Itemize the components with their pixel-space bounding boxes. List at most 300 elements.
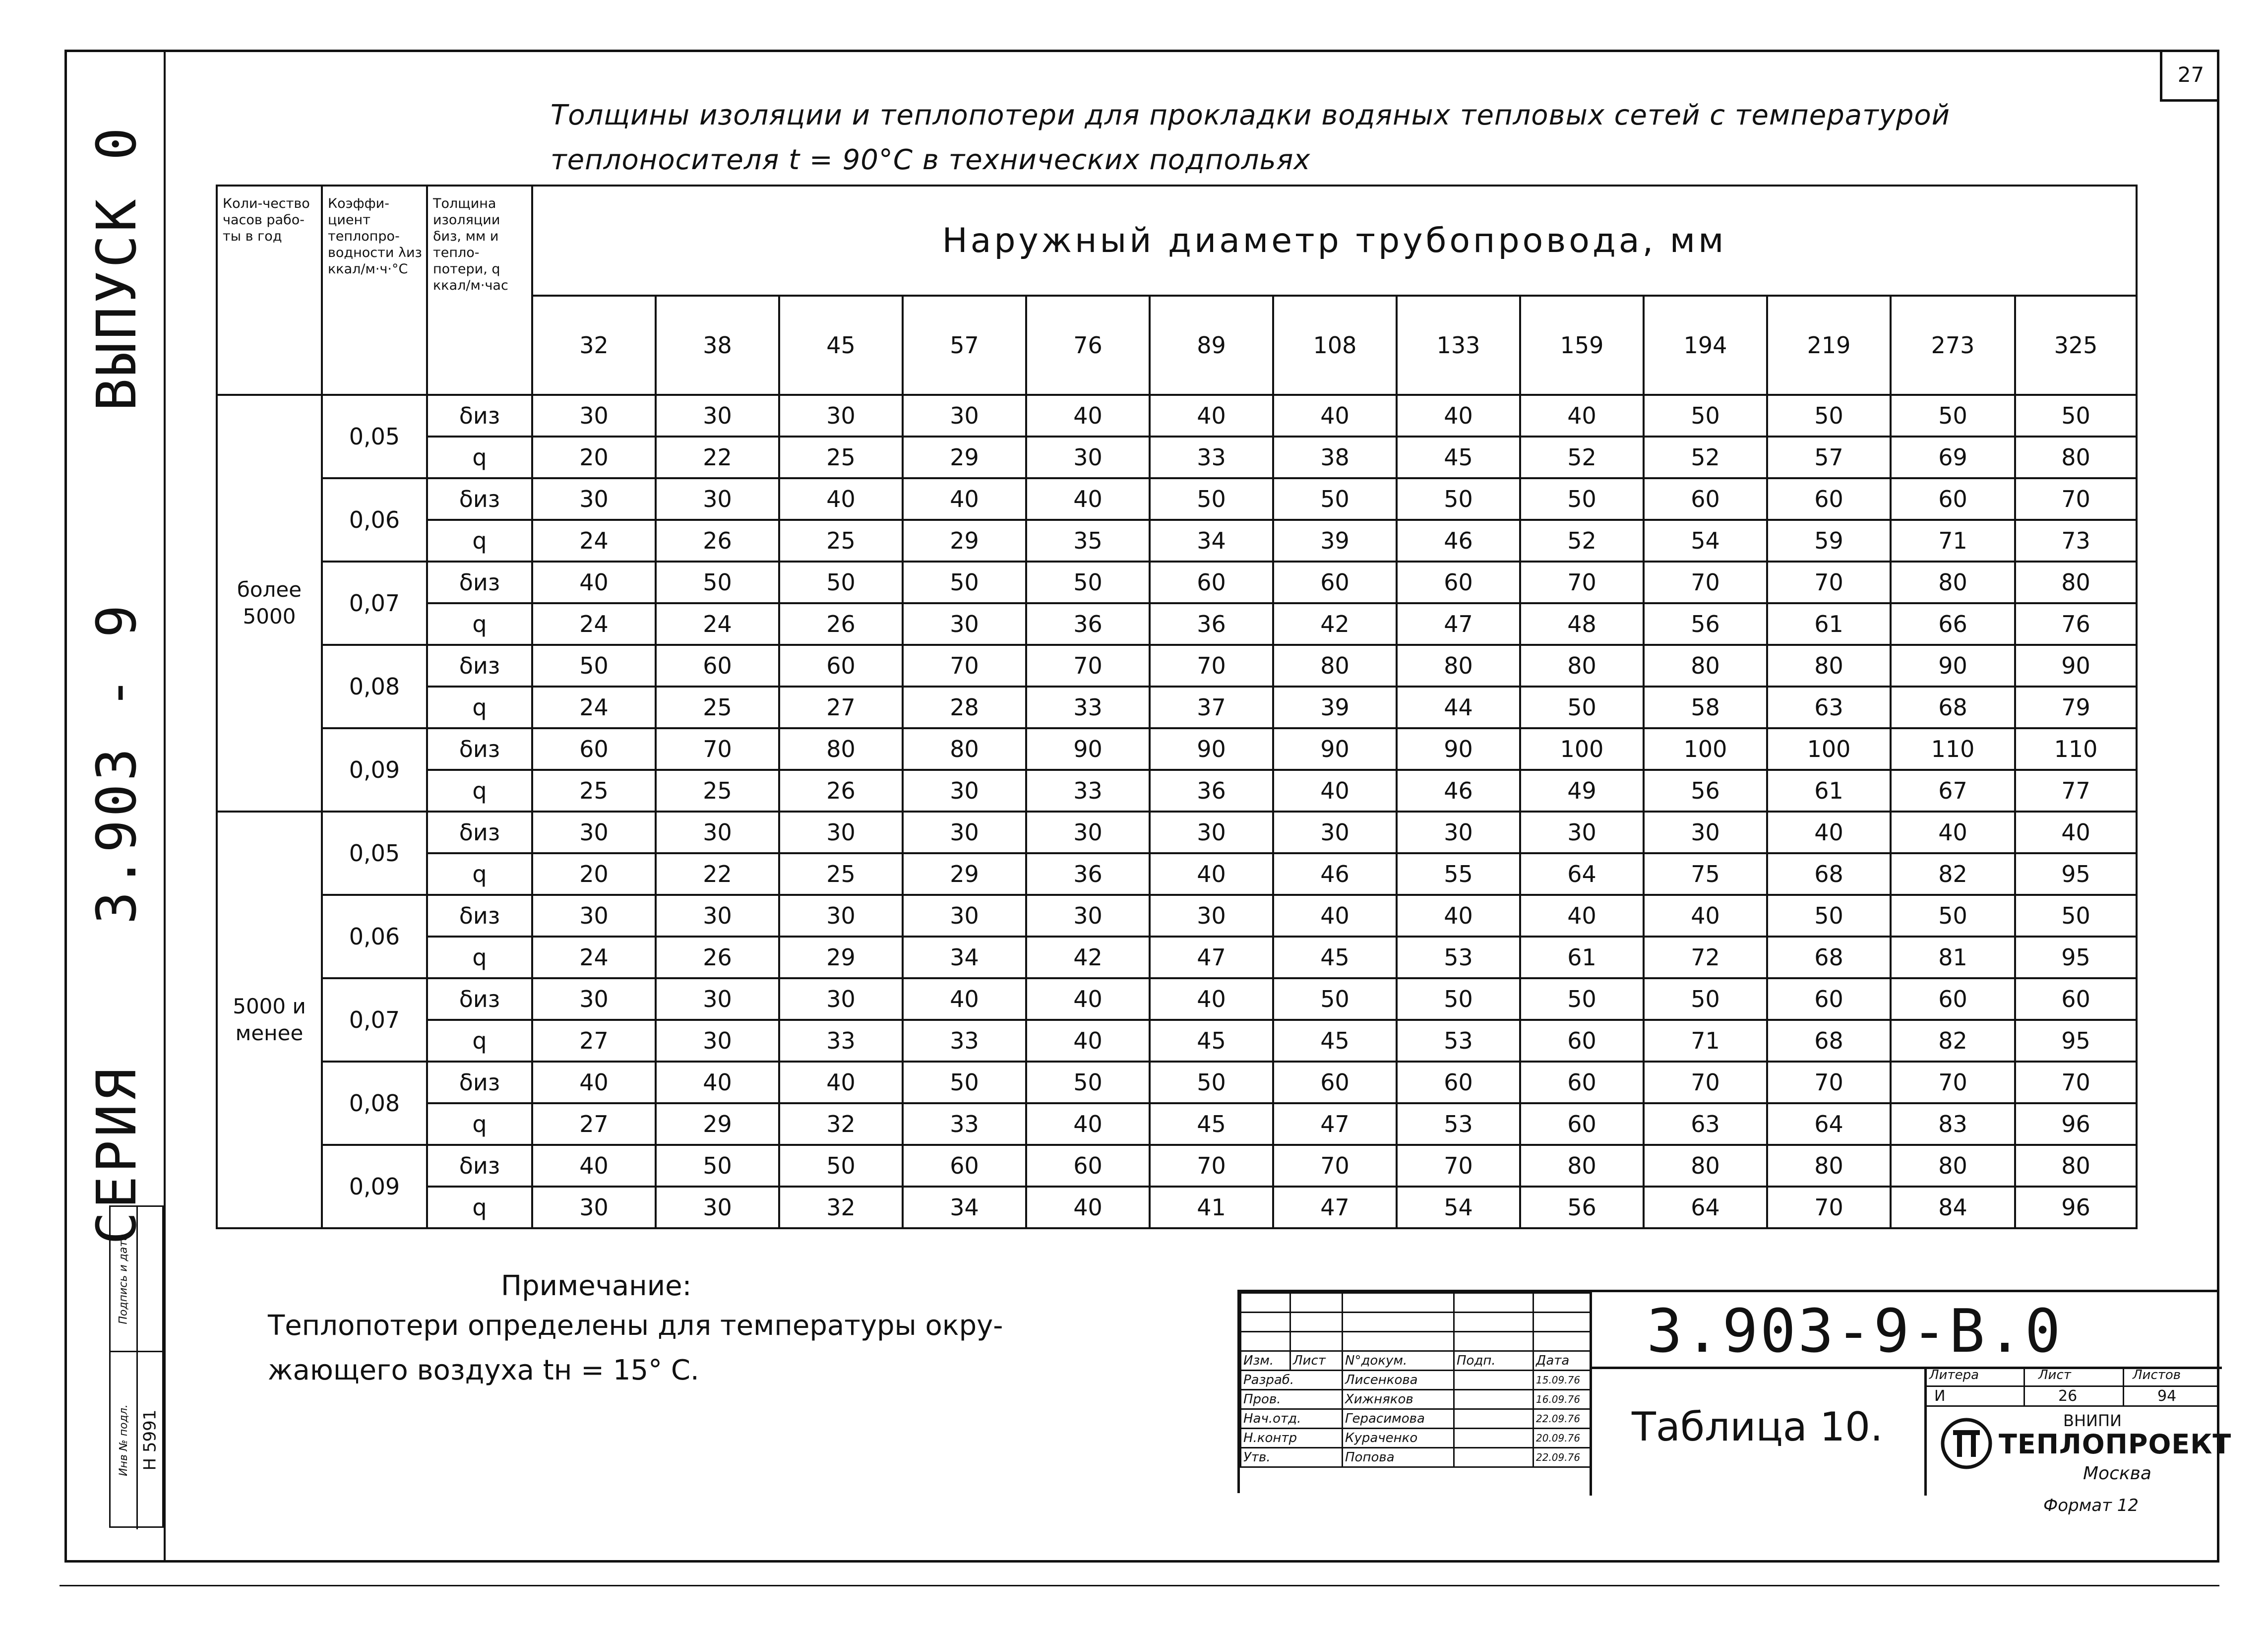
stamp-signature <box>1454 1409 1533 1429</box>
table-row <box>217 437 2137 478</box>
heat-loss-cell: 96 <box>2015 1187 2137 1228</box>
table-row <box>217 853 2137 895</box>
table-row <box>217 1187 2137 1228</box>
conductivity-value: 0,05 <box>322 812 427 895</box>
heat-loss-cell: 73 <box>2015 520 2137 562</box>
thickness-cell: 40 <box>532 562 656 603</box>
thickness-cell: 50 <box>1644 395 1767 437</box>
org-small: ВНИПИ <box>2063 1411 2122 1430</box>
heat-loss-cell: 44 <box>1397 687 1520 728</box>
thickness-cell: 60 <box>1273 1062 1397 1103</box>
heat-loss-cell: 40 <box>1026 1020 1150 1062</box>
title-line2: теплоносителя t = 90°С в технических подпольях <box>551 144 1311 176</box>
side-code: 3.903 - 9 <box>85 602 149 925</box>
title-line1: Толщины изоляции и теплопотери для прокладки водяных тепловых сетей с температурой <box>551 99 1951 131</box>
table-row <box>217 687 2137 728</box>
thickness-cell: 50 <box>2015 395 2137 437</box>
heat-loss-cell: 22 <box>656 853 779 895</box>
diameter-header: 38 <box>656 296 779 395</box>
diameter-header: 219 <box>1767 296 1891 395</box>
heat-loss-cell: 26 <box>779 603 903 645</box>
heat-loss-cell: 45 <box>1150 1020 1273 1062</box>
heat-loss-cell: 61 <box>1767 603 1891 645</box>
heat-loss-cell: 32 <box>779 1187 903 1228</box>
heat-loss-cell: 30 <box>656 1020 779 1062</box>
table-row <box>217 937 2137 978</box>
thickness-cell: 30 <box>779 895 903 937</box>
thickness-cell: 40 <box>532 1062 656 1103</box>
thickness-cell: 80 <box>903 728 1026 770</box>
stamp-role: Нач.отд. <box>1241 1409 1343 1429</box>
thickness-cell: 50 <box>1273 478 1397 520</box>
inv-number: Н 5991 <box>140 1409 160 1471</box>
thickness-cell: 60 <box>1026 1145 1150 1187</box>
heat-loss-cell: 60 <box>1520 1103 1644 1145</box>
heat-loss-cell: 46 <box>1397 520 1520 562</box>
diameter-header: 159 <box>1520 296 1644 395</box>
thickness-cell: 40 <box>903 978 1026 1020</box>
heat-loss-symbol: q <box>427 603 532 645</box>
heat-loss-cell: 75 <box>1644 853 1767 895</box>
heat-loss-cell: 48 <box>1520 603 1644 645</box>
stamp-name: Кураченко <box>1343 1429 1454 1448</box>
thickness-cell: 30 <box>1026 812 1150 853</box>
thickness-cell: 80 <box>2015 1145 2137 1187</box>
stamp-role: Разраб. <box>1241 1371 1343 1390</box>
heat-loss-cell: 28 <box>903 687 1026 728</box>
thickness-cell: 50 <box>903 562 1026 603</box>
thickness-cell: 50 <box>1891 395 2015 437</box>
thickness-cell: 40 <box>779 478 903 520</box>
heat-loss-cell: 47 <box>1150 937 1273 978</box>
heat-loss-symbol: q <box>427 520 532 562</box>
heat-loss-cell: 40 <box>1026 1187 1150 1228</box>
thickness-cell: 30 <box>532 395 656 437</box>
thickness-cell: 90 <box>2015 645 2137 687</box>
thickness-cell: 60 <box>1520 1062 1644 1103</box>
header-hours: Коли-чество часов рабо-ты в год <box>217 186 322 395</box>
heat-loss-cell: 63 <box>1767 687 1891 728</box>
heat-loss-cell: 61 <box>1520 937 1644 978</box>
stamp-empty-cell <box>1343 1332 1454 1351</box>
diameter-header: 325 <box>2015 296 2137 395</box>
heat-loss-cell: 82 <box>1891 853 2015 895</box>
heat-loss-cell: 77 <box>2015 770 2137 812</box>
thickness-cell: 60 <box>1644 478 1767 520</box>
thickness-cell: 40 <box>1520 395 1644 437</box>
heat-loss-cell: 53 <box>1397 1020 1520 1062</box>
thickness-cell: 50 <box>1891 895 2015 937</box>
stamp-name: Хижняков <box>1343 1390 1454 1409</box>
thickness-cell: 50 <box>903 1062 1026 1103</box>
conductivity-value: 0,09 <box>322 728 427 812</box>
heat-loss-cell: 68 <box>1767 1020 1891 1062</box>
table-row <box>217 1020 2137 1062</box>
stamp-empty-cell <box>1533 1332 1591 1351</box>
heat-loss-cell: 56 <box>1520 1187 1644 1228</box>
thickness-cell: 40 <box>779 1062 903 1103</box>
diameter-header: 45 <box>779 296 903 395</box>
heat-loss-cell: 33 <box>779 1020 903 1062</box>
inventory-box <box>109 1205 164 1528</box>
thickness-symbol: δиз <box>427 728 532 770</box>
thickness-cell: 30 <box>903 395 1026 437</box>
heat-loss-cell: 67 <box>1891 770 2015 812</box>
heat-loss-cell: 53 <box>1397 937 1520 978</box>
table-row <box>217 645 2137 687</box>
heat-loss-cell: 68 <box>1767 853 1891 895</box>
conductivity-value: 0,05 <box>322 395 427 478</box>
heat-loss-cell: 33 <box>903 1103 1026 1145</box>
stamp-role: Пров. <box>1241 1390 1343 1409</box>
heat-loss-cell: 36 <box>1150 603 1273 645</box>
thickness-cell: 60 <box>1150 562 1273 603</box>
thickness-cell: 80 <box>1644 645 1767 687</box>
heat-loss-cell: 24 <box>532 687 656 728</box>
heat-loss-cell: 24 <box>656 603 779 645</box>
organization-logo-icon <box>1939 1416 1994 1471</box>
conductivity-value: 0,06 <box>322 895 427 978</box>
thickness-cell: 70 <box>1644 1062 1767 1103</box>
stamp-col-list: Лист <box>1290 1351 1343 1371</box>
page-number: 27 <box>2177 62 2205 87</box>
thickness-cell: 30 <box>656 478 779 520</box>
heat-loss-cell: 64 <box>1644 1187 1767 1228</box>
heat-loss-symbol: q <box>427 853 532 895</box>
diameter-header: 57 <box>903 296 1026 395</box>
heat-loss-cell: 69 <box>1891 437 2015 478</box>
thickness-cell: 50 <box>779 1145 903 1187</box>
heat-loss-symbol: q <box>427 437 532 478</box>
heat-loss-cell: 83 <box>1891 1103 2015 1145</box>
thickness-cell: 60 <box>1397 1062 1520 1103</box>
conductivity-value: 0,08 <box>322 645 427 728</box>
thickness-cell: 40 <box>1891 812 2015 853</box>
heat-loss-cell: 22 <box>656 437 779 478</box>
conductivity-value: 0,06 <box>322 478 427 562</box>
heat-loss-cell: 33 <box>1026 770 1150 812</box>
stamp-name: Попова <box>1343 1448 1454 1467</box>
heat-loss-cell: 34 <box>903 1187 1026 1228</box>
thickness-cell: 30 <box>903 812 1026 853</box>
heat-loss-symbol: q <box>427 770 532 812</box>
table-row <box>217 1103 2137 1145</box>
heat-loss-cell: 25 <box>779 520 903 562</box>
heat-loss-cell: 47 <box>1273 1103 1397 1145</box>
hours-group-label: более 5000 <box>217 395 322 812</box>
thickness-cell: 80 <box>1891 1145 2015 1187</box>
thickness-cell: 40 <box>1150 395 1273 437</box>
stamp-empty-cell <box>1454 1332 1533 1351</box>
stamp-name: Герасимова <box>1343 1409 1454 1429</box>
thickness-cell: 90 <box>1891 645 2015 687</box>
table-row <box>217 562 2137 603</box>
heat-loss-cell: 68 <box>1891 687 2015 728</box>
table-row <box>217 603 2137 645</box>
note-line1: Теплопотери определены для температуры окру- <box>268 1310 1003 1342</box>
thickness-cell: 60 <box>1767 978 1891 1020</box>
thickness-cell: 90 <box>1026 728 1150 770</box>
heat-loss-cell: 29 <box>779 937 903 978</box>
side-series-block <box>74 125 159 1245</box>
heat-loss-cell: 25 <box>779 853 903 895</box>
diameter-header: 194 <box>1644 296 1767 395</box>
conductivity-value: 0,07 <box>322 978 427 1062</box>
heat-loss-cell: 25 <box>779 437 903 478</box>
thickness-cell: 30 <box>656 895 779 937</box>
heat-loss-cell: 72 <box>1644 937 1767 978</box>
heat-loss-cell: 26 <box>779 770 903 812</box>
stamp-col-sign: Подп. <box>1454 1351 1533 1371</box>
heat-loss-cell: 30 <box>1026 437 1150 478</box>
heat-loss-cell: 66 <box>1891 603 2015 645</box>
heat-loss-cell: 45 <box>1273 1020 1397 1062</box>
stamp-signature <box>1454 1371 1533 1390</box>
thickness-cell: 70 <box>2015 478 2137 520</box>
thickness-cell: 80 <box>1520 645 1644 687</box>
thickness-cell: 90 <box>1150 728 1273 770</box>
heat-loss-cell: 60 <box>1520 1020 1644 1062</box>
heat-loss-cell: 52 <box>1644 437 1767 478</box>
thickness-cell: 70 <box>1397 1145 1520 1187</box>
thickness-cell: 60 <box>656 645 779 687</box>
insulation-table <box>216 185 2138 1229</box>
thickness-cell: 70 <box>1520 562 1644 603</box>
heat-loss-cell: 26 <box>656 520 779 562</box>
thickness-cell: 50 <box>1767 895 1891 937</box>
heat-loss-cell: 57 <box>1767 437 1891 478</box>
header-thickness: Толщина изоляции δиз, мм и тепло-потери, q ккал/м·час <box>427 186 532 395</box>
stamp-empty-cell <box>1290 1313 1343 1332</box>
heat-loss-cell: 58 <box>1644 687 1767 728</box>
thickness-cell: 40 <box>1026 978 1150 1020</box>
table-row <box>217 978 2137 1020</box>
sheet-value: 26 <box>2058 1387 2078 1405</box>
stamp-empty-cell <box>1454 1293 1533 1313</box>
stamp-empty-cell <box>1343 1293 1454 1313</box>
thickness-symbol: δиз <box>427 895 532 937</box>
thickness-cell: 40 <box>2015 812 2137 853</box>
stamp-date: 15.09.76 <box>1533 1371 1591 1390</box>
thickness-cell: 40 <box>532 1145 656 1187</box>
thickness-cell: 30 <box>1520 812 1644 853</box>
thickness-cell: 30 <box>1026 895 1150 937</box>
thickness-cell: 60 <box>779 645 903 687</box>
heat-loss-cell: 45 <box>1150 1103 1273 1145</box>
thickness-cell: 30 <box>779 978 903 1020</box>
thickness-symbol: δиз <box>427 1062 532 1103</box>
header-coef: Коэффи-циент теплопро-водности λиз ккал/м·ч·°С <box>322 186 427 395</box>
title-block <box>1237 1290 2232 1493</box>
page-number-box <box>2160 50 2219 102</box>
heat-loss-cell: 36 <box>1150 770 1273 812</box>
heat-loss-cell: 54 <box>1644 520 1767 562</box>
thickness-cell: 80 <box>1273 645 1397 687</box>
org-city: Москва <box>2083 1463 2151 1484</box>
heat-loss-cell: 20 <box>532 437 656 478</box>
thickness-cell: 70 <box>903 645 1026 687</box>
thickness-symbol: δиз <box>427 645 532 687</box>
thickness-cell: 50 <box>1644 978 1767 1020</box>
stamp-signature <box>1454 1448 1533 1467</box>
stamp-empty-cell <box>1290 1332 1343 1351</box>
heat-loss-cell: 76 <box>2015 603 2137 645</box>
table-row <box>217 895 2137 937</box>
heat-loss-symbol: q <box>427 1187 532 1228</box>
thickness-cell: 50 <box>532 645 656 687</box>
thickness-cell: 30 <box>656 812 779 853</box>
note-line2: жающего воздуха tн = 15° С. <box>268 1354 699 1386</box>
thickness-cell: 40 <box>1026 395 1150 437</box>
table-row <box>217 1062 2137 1103</box>
thickness-cell: 90 <box>1273 728 1397 770</box>
thickness-cell: 80 <box>1520 1145 1644 1187</box>
side-issue: ВЫПУСК 0 <box>85 125 149 411</box>
thickness-cell: 30 <box>1273 812 1397 853</box>
heat-loss-cell: 25 <box>656 770 779 812</box>
heat-loss-cell: 20 <box>532 853 656 895</box>
thickness-symbol: δиз <box>427 478 532 520</box>
thickness-cell: 60 <box>2015 978 2137 1020</box>
thickness-cell: 30 <box>1397 812 1520 853</box>
heat-loss-cell: 25 <box>532 770 656 812</box>
side-series: СЕРИЯ <box>85 1065 149 1245</box>
heat-loss-cell: 37 <box>1150 687 1273 728</box>
stamp-signature <box>1454 1429 1533 1448</box>
thickness-cell: 50 <box>1150 1062 1273 1103</box>
table-row <box>217 770 2137 812</box>
thickness-cell: 70 <box>1767 1062 1891 1103</box>
heat-loss-cell: 63 <box>1644 1103 1767 1145</box>
stamp-date: 16.09.76 <box>1533 1390 1591 1409</box>
heat-loss-cell: 33 <box>1026 687 1150 728</box>
stamp-date: 20.09.76 <box>1533 1429 1591 1448</box>
thickness-cell: 40 <box>656 1062 779 1103</box>
diameter-header: 32 <box>532 296 656 395</box>
heat-loss-symbol: q <box>427 1020 532 1062</box>
heat-loss-cell: 41 <box>1150 1187 1273 1228</box>
thickness-cell: 30 <box>1150 895 1273 937</box>
heat-loss-cell: 45 <box>1397 437 1520 478</box>
table-row <box>217 728 2137 770</box>
heat-loss-cell: 39 <box>1273 520 1397 562</box>
thickness-cell: 40 <box>1026 478 1150 520</box>
thickness-cell: 30 <box>532 812 656 853</box>
heat-loss-cell: 59 <box>1767 520 1891 562</box>
stamp-col-izm: Изм. <box>1241 1351 1290 1371</box>
thickness-cell: 50 <box>656 1145 779 1187</box>
heat-loss-cell: 53 <box>1397 1103 1520 1145</box>
heat-loss-cell: 24 <box>532 937 656 978</box>
heat-loss-cell: 33 <box>1150 437 1273 478</box>
stamp-date: 22.09.76 <box>1533 1409 1591 1429</box>
thickness-cell: 50 <box>1273 978 1397 1020</box>
heat-loss-cell: 80 <box>2015 437 2137 478</box>
thickness-cell: 80 <box>779 728 903 770</box>
thickness-cell: 30 <box>532 978 656 1020</box>
heat-loss-cell: 27 <box>532 1103 656 1145</box>
heat-loss-cell: 26 <box>656 937 779 978</box>
heat-loss-cell: 30 <box>903 770 1026 812</box>
hours-group-label: 5000 и менее <box>217 812 322 1228</box>
thickness-cell: 50 <box>1397 478 1520 520</box>
heat-loss-cell: 64 <box>1520 853 1644 895</box>
heat-loss-cell: 52 <box>1520 437 1644 478</box>
heat-loss-cell: 38 <box>1273 437 1397 478</box>
heat-loss-cell: 40 <box>1150 853 1273 895</box>
thickness-cell: 50 <box>1397 978 1520 1020</box>
stamp-empty-cell <box>1533 1293 1591 1313</box>
thickness-cell: 70 <box>1767 562 1891 603</box>
thickness-cell: 40 <box>1397 395 1520 437</box>
document-code: 3.903-9-В.0 <box>1647 1297 2063 1366</box>
thickness-cell: 60 <box>1273 562 1397 603</box>
stamp-empty-cell <box>1343 1313 1454 1332</box>
heat-loss-cell: 40 <box>1026 1103 1150 1145</box>
heat-loss-cell: 95 <box>2015 937 2137 978</box>
thickness-cell: 30 <box>1644 812 1767 853</box>
thickness-cell: 100 <box>1767 728 1891 770</box>
heat-loss-cell: 25 <box>656 687 779 728</box>
thickness-cell: 60 <box>1767 478 1891 520</box>
thickness-cell: 50 <box>1767 395 1891 437</box>
heat-loss-cell: 71 <box>1644 1020 1767 1062</box>
thickness-cell: 90 <box>1397 728 1520 770</box>
header-diameter: Наружный диаметр трубопровода, мм <box>532 186 2137 296</box>
heat-loss-cell: 46 <box>1273 853 1397 895</box>
thickness-cell: 50 <box>2015 895 2137 937</box>
heat-loss-symbol: q <box>427 937 532 978</box>
heat-loss-cell: 82 <box>1891 1020 2015 1062</box>
thickness-cell: 30 <box>532 895 656 937</box>
heat-loss-cell: 84 <box>1891 1187 2015 1228</box>
stamp-col-doc: N°докум. <box>1343 1351 1454 1371</box>
thickness-cell: 80 <box>1397 645 1520 687</box>
diameter-header: 89 <box>1150 296 1273 395</box>
sheets-value: 94 <box>2157 1387 2177 1405</box>
heat-loss-cell: 27 <box>779 687 903 728</box>
thickness-symbol: δиз <box>427 1145 532 1187</box>
heat-loss-cell: 40 <box>1273 770 1397 812</box>
signature-grid <box>1240 1292 1591 1468</box>
heat-loss-cell: 42 <box>1273 603 1397 645</box>
thickness-cell: 30 <box>656 395 779 437</box>
thickness-cell: 30 <box>779 395 903 437</box>
heat-loss-cell: 24 <box>532 520 656 562</box>
thickness-cell: 110 <box>1891 728 2015 770</box>
thickness-symbol: δиз <box>427 562 532 603</box>
thickness-cell: 50 <box>1026 562 1150 603</box>
stamp-empty-cell <box>1241 1293 1290 1313</box>
thickness-cell: 40 <box>1397 895 1520 937</box>
table-name: Таблица 10. <box>1632 1404 1883 1450</box>
heat-loss-cell: 96 <box>2015 1103 2137 1145</box>
thickness-symbol: δиз <box>427 395 532 437</box>
thickness-cell: 80 <box>1767 645 1891 687</box>
thickness-cell: 60 <box>1891 478 2015 520</box>
thickness-cell: 50 <box>1520 978 1644 1020</box>
heat-loss-cell: 47 <box>1397 603 1520 645</box>
heat-loss-cell: 27 <box>532 1020 656 1062</box>
thickness-cell: 80 <box>1891 562 2015 603</box>
table-row <box>217 1145 2137 1187</box>
thickness-cell: 50 <box>1520 478 1644 520</box>
heat-loss-cell: 45 <box>1273 937 1397 978</box>
heat-loss-cell: 42 <box>1026 937 1150 978</box>
heat-loss-cell: 81 <box>1891 937 2015 978</box>
thickness-cell: 60 <box>1397 562 1520 603</box>
thickness-cell: 30 <box>1150 812 1273 853</box>
